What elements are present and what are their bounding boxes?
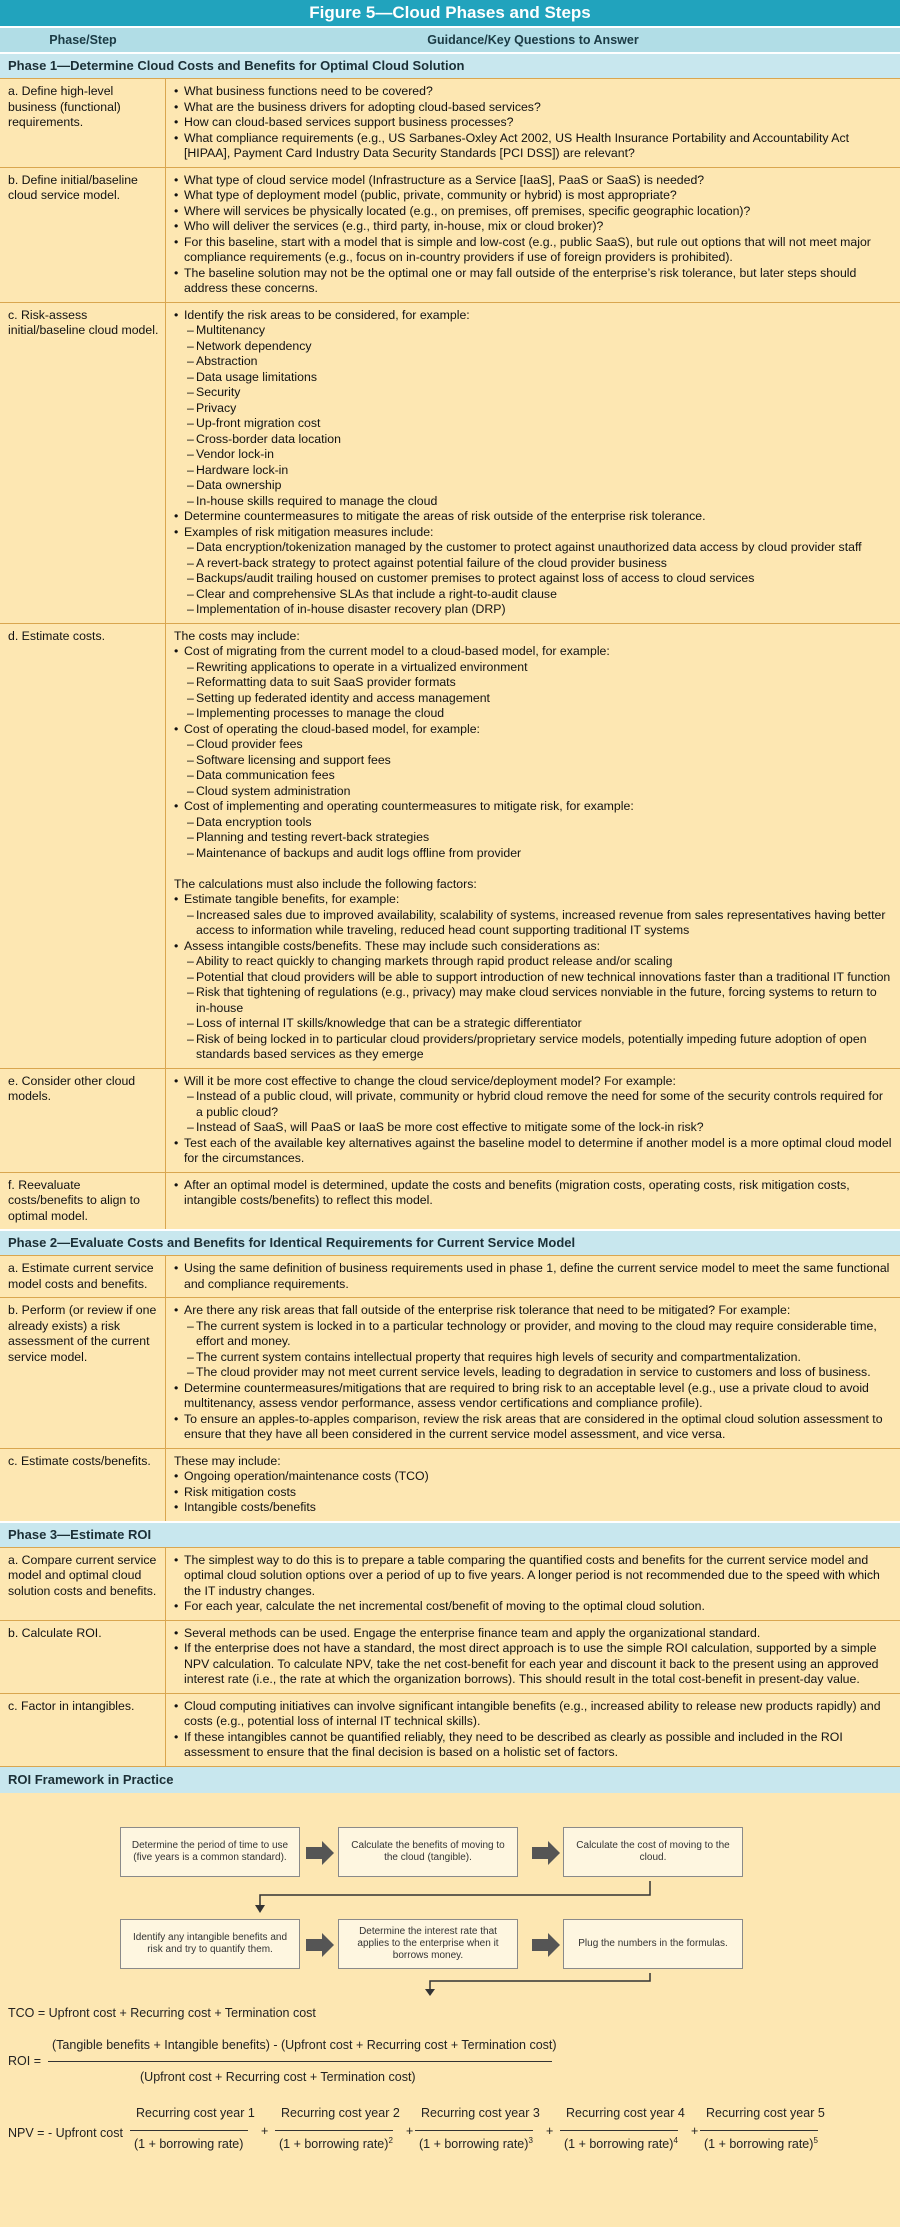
sub-bullet-item: – Rewriting applications to operate in a virtualized environment <box>174 660 892 676</box>
npv-term-denominator-text: (1 + borrowing rate) <box>419 2136 529 2151</box>
sub-bullet-item: – Planning and testing revert-back strategies <box>174 830 892 846</box>
flow-connector-line <box>260 1881 650 1909</box>
bullet-item: • If the enterprise does not have a standard, the most direct approach is to use the simple ROI calculation, supported by a simple NPV calculation. To calculate NPV, take the net cost-benefit for each year and discount it back to the present using an approved interest rate (i.e., the rate at which the organization borrows). This should result in the total cost-benefit in present-day value. <box>174 1641 892 1688</box>
bullet-item: • Who will deliver the services (e.g., third party, in-house, mix or cloud broker)? <box>174 219 892 235</box>
bullet-item: • What are the business drivers for adopting cloud-based services? <box>174 100 892 116</box>
sub-bullet-item: – Instead of a public cloud, will private, community or hybrid cloud remove the need for some of the security controls required for a public cloud? <box>174 1089 892 1120</box>
npv-term-exponent: 3 <box>528 2135 533 2145</box>
guidance-cell <box>166 1256 900 1297</box>
flow-box-interest-rate: Determine the interest rate that applies to the enterprise when it borrows money. <box>338 1919 518 1969</box>
sub-bullet-item: – Implementing processes to manage the cloud <box>174 706 892 722</box>
bullet-item: • Examples of risk mitigation measures include: <box>174 525 892 541</box>
npv-term-numerator: Recurring cost year 5 <box>706 2105 825 2120</box>
arrow-down-icon <box>255 1905 265 1913</box>
bullet-item: • Cloud computing initiatives can involve significant intangible benefits (e.g., increased ability to release new products rapidly) and costs (e.g., potential loss of internal IT technical skills). <box>174 1699 892 1730</box>
npv-term-denominator <box>279 2136 393 2151</box>
sub-bullet-item: – Abstraction <box>174 354 892 370</box>
roi-fraction-bar <box>48 2061 552 2062</box>
bullet-item: • For each year, calculate the net incremental cost/benefit of moving to the optimal cloud solution. <box>174 1599 892 1615</box>
table-row <box>0 1693 900 1766</box>
npv-term-denominator-text: (1 + borrowing rate) <box>704 2136 814 2151</box>
framework-title: ROI Framework in Practice <box>0 1766 900 1793</box>
sub-bullet-item: – Loss of internal IT skills/knowledge that can be a strategic differentiator <box>174 1016 892 1032</box>
guidance-cell <box>166 1069 900 1172</box>
bullet-item: • Test each of the available key alternatives against the baseline model to determine if another model is a more optimal cloud model for the circumstances. <box>174 1136 892 1167</box>
arrow-right-icon <box>532 1841 560 1865</box>
bullet-item: • Estimate tangible benefits, for example: <box>174 892 892 908</box>
sub-bullet-item: – Data ownership <box>174 478 892 494</box>
step-label: b. Define initial/baseline cloud service model. <box>0 168 166 302</box>
table-row <box>0 1172 900 1230</box>
sub-bullet-item: – The cloud provider may not meet current service levels, leading to degradation in service to customers and loss of business. <box>174 1365 892 1381</box>
sub-bullet-item: – Data usage limitations <box>174 370 892 386</box>
flow-connector-line <box>430 1973 650 1993</box>
sub-bullet-item: – Up-front migration cost <box>174 416 892 432</box>
guidance-cell <box>166 1449 900 1521</box>
sub-bullet-item: – Reformatting data to suit SaaS provider formats <box>174 675 892 691</box>
sub-bullet-item: – Potential that cloud providers will be able to support introduction of new technical innovations faster than a traditional IT function <box>174 970 892 986</box>
table-row <box>0 1297 900 1448</box>
arrow-right-icon <box>306 1933 334 1957</box>
sub-bullet-item: – Maintenance of backups and audit logs offline from provider <box>174 846 892 862</box>
paragraph: The costs may include: <box>174 628 300 643</box>
step-label: c. Risk-assess initial/baseline cloud model. <box>0 303 166 623</box>
sub-bullet-item: – Risk that tightening of regulations (e.g., privacy) may make cloud services nonviable in the future, forcing systems to return to in-house <box>174 985 892 1016</box>
plus-sign: + <box>406 2123 414 2138</box>
bullet-item: • What compliance requirements (e.g., US Sarbanes-Oxley Act 2002, US Health Insurance Portability and Accountability Act [HIPAA], Payment Card Industry Data Security Standards [PCI DSS]) are relevant? <box>174 131 892 162</box>
guidance-cell <box>166 1548 900 1620</box>
npv-term-exponent: 4 <box>673 2135 678 2145</box>
bullet-item: • What business functions need to be covered? <box>174 84 892 100</box>
npv-term-numerator: Recurring cost year 4 <box>566 2105 685 2120</box>
arrow-right-icon <box>306 1841 334 1865</box>
sub-bullet-item: – Privacy <box>174 401 892 417</box>
roi-denominator: (Upfront cost + Recurring cost + Termination cost) <box>140 2069 416 2084</box>
step-label: c. Estimate costs/benefits. <box>0 1449 166 1521</box>
column-header-guidance: Guidance/Key Questions to Answer <box>427 33 639 47</box>
sub-bullet-item: – The current system contains intellectual property that requires high levels of security and compartmentalization. <box>174 1350 892 1366</box>
sub-bullet-item: – Implementation of in-house disaster recovery plan (DRP) <box>174 602 892 618</box>
guidance-cell <box>166 79 900 167</box>
step-label: a. Estimate current service model costs and benefits. <box>0 1256 166 1297</box>
flow-box-intangibles: Identify any intangible benefits and risk and try to quantify them. <box>120 1919 300 1969</box>
step-label: d. Estimate costs. <box>0 624 166 1068</box>
sub-bullet-item: – Data encryption tools <box>174 815 892 831</box>
sub-bullet-item: – Increased sales due to improved availability, scalability of systems, increased revenue from sales representatives having better access to information while traveling, reduced head count supporting traditional IT systems <box>174 908 892 939</box>
bullet-item: • If these intangibles cannot be quantified reliably, they need to be described as clearly as possible and included in the ROI assessment to ensure that the final decision is based on a holistic set of factors. <box>174 1730 892 1761</box>
flow-box-plug-numbers: Plug the numbers in the formulas. <box>563 1919 743 1969</box>
sub-bullet-item: – Backups/audit trailing housed on customer premises to protect against loss of access to cloud services <box>174 571 892 587</box>
sub-bullet-item: – Clear and comprehensive SLAs that include a right-to-audit clause <box>174 587 892 603</box>
bullet-item: • What type of cloud service model (Infrastructure as a Service [IaaS], PaaS or SaaS) is needed? <box>174 173 892 189</box>
step-label: b. Perform (or review if one already exists) a risk assessment of the current service model. <box>0 1298 166 1448</box>
roi-flowchart <box>0 1793 900 1996</box>
flow-box-benefits: Calculate the benefits of moving to the cloud (tangible). <box>338 1827 518 1877</box>
bullet-item: • What type of deployment model (public, private, community or hybrid) is most appropriate? <box>174 188 892 204</box>
bullet-item: • Assess intangible costs/benefits. These may include such considerations as: <box>174 939 892 955</box>
guidance-cell <box>166 168 900 302</box>
plus-sign: + <box>691 2123 699 2138</box>
bullet-item: • Will it be more cost effective to change the cloud service/deployment model? For example: <box>174 1074 892 1090</box>
step-label: a. Define high-level business (functional) requirements. <box>0 79 166 167</box>
sub-bullet-item: – Cloud provider fees <box>174 737 892 753</box>
bullet-item: • Cost of operating the cloud-based model, for example: <box>174 722 892 738</box>
bullet-item: • How can cloud-based services support business processes? <box>174 115 892 131</box>
npv-label: NPV = - Upfront cost <box>8 2125 123 2140</box>
guidance-cell <box>166 1298 900 1448</box>
step-label: b. Calculate ROI. <box>0 1621 166 1693</box>
step-label: f. Reevaluate costs/benefits to align to optimal model. <box>0 1173 166 1230</box>
npv-term-numerator: Recurring cost year 1 <box>136 2105 255 2120</box>
npv-term-numerator: Recurring cost year 3 <box>421 2105 540 2120</box>
paragraph: The calculations must also include the following factors: <box>174 876 477 891</box>
table-row <box>0 1448 900 1521</box>
phase-title: Phase 2—Evaluate Costs and Benefits for Identical Requirements for Current Service Model <box>0 1229 900 1255</box>
sub-bullet-item: – The current system is locked in to a particular technology or provider, and moving to the cloud may require considerable time, effort and money. <box>174 1319 892 1350</box>
sub-bullet-item: – Setting up federated identity and access management <box>174 691 892 707</box>
tco-formula: TCO = Upfront cost + Recurring cost + Termination cost <box>8 2005 316 2020</box>
flow-box-period: Determine the period of time to use (five years is a common standard). <box>120 1827 300 1877</box>
table-row <box>0 623 900 1068</box>
paragraph: These may include: <box>174 1453 281 1468</box>
npv-term-denominator <box>564 2136 678 2151</box>
bullet-item: • Risk mitigation costs <box>174 1485 892 1501</box>
roi-label: ROI = <box>8 2053 41 2068</box>
sub-bullet-item: – Vendor lock-in <box>174 447 892 463</box>
bullet-item: • Using the same definition of business requirements used in phase 1, define the current service model to meet the same functional and compliance requirements. <box>174 1261 892 1292</box>
bullet-item: • Several methods can be used. Engage the enterprise finance team and apply the organizational standard. <box>174 1626 892 1642</box>
bullet-item: • For this baseline, start with a model that is simple and low-cost (e.g., public SaaS), but rule out options that will not meet major compliance requirements (e.g., focus on in-country providers if use of foreign providers is prohibited). <box>174 235 892 266</box>
npv-term-denominator-text: (1 + borrowing rate) <box>134 2136 244 2151</box>
table-row <box>0 302 900 623</box>
spacer <box>174 861 892 877</box>
bullet-item: • Determine countermeasures/mitigations that are required to bring risk to an acceptable level (e.g., use a private cloud to avoid multitenancy, assess vendor performance, assess vendor certifications and compliance profile). <box>174 1381 892 1412</box>
bullet-item: • To ensure an apples-to-apples comparison, review the risk areas that are considered in the optimal cloud solution assessment to ensure that they have all been considered in the current service model assessment, and vice versa. <box>174 1412 892 1443</box>
sub-bullet-item: – Hardware lock-in <box>174 463 892 479</box>
npv-term-denominator-text: (1 + borrowing rate) <box>279 2136 389 2151</box>
sub-bullet-item: – In-house skills required to manage the cloud <box>174 494 892 510</box>
npv-term-fraction-bar <box>275 2130 393 2131</box>
bullet-item: • After an optimal model is determined, update the costs and benefits (migration costs, operating costs, risk mitigation costs, intangible costs/benefits) to reflect this model. <box>174 1178 892 1209</box>
bullet-item: • Determine countermeasures to mitigate the areas of risk outside of the enterprise risk tolerance. <box>174 509 892 525</box>
bullet-item: • The simplest way to do this is to prepare a table comparing the quantified costs and benefits for the current service model and optimal cloud solution options over a period of up to five years. A longer period is not recommended due to the speed with which the IT industry changes. <box>174 1553 892 1600</box>
bullet-item: • The baseline solution may not be the optimal one or may fall outside of the enterprise’s risk tolerance, but later steps should address these concerns. <box>174 266 892 297</box>
step-label: e. Consider other cloud models. <box>0 1069 166 1172</box>
npv-term-denominator-text: (1 + borrowing rate) <box>564 2136 674 2151</box>
phase-title: Phase 1—Determine Cloud Costs and Benefits for Optimal Cloud Solution <box>0 52 900 78</box>
column-header-row <box>0 26 900 52</box>
table-row <box>0 1620 900 1693</box>
guidance-cell <box>166 624 900 1068</box>
arrow-right-icon <box>532 1933 560 1957</box>
step-label: a. Compare current service model and optimal cloud solution costs and benefits. <box>0 1548 166 1620</box>
step-label: c. Factor in intangibles. <box>0 1694 166 1766</box>
bullet-item: • Intangible costs/benefits <box>174 1500 892 1516</box>
npv-term-exponent: 2 <box>388 2135 393 2145</box>
flow-box-cost: Calculate the cost of moving to the cloud. <box>563 1827 743 1877</box>
npv-term-exponent: 5 <box>813 2135 818 2145</box>
guidance-cell <box>166 1621 900 1693</box>
sub-bullet-item: – Data communication fees <box>174 768 892 784</box>
table-row <box>0 78 900 167</box>
phases-table <box>0 52 900 1766</box>
guidance-cell <box>166 303 900 623</box>
npv-term-fraction-bar <box>700 2130 818 2131</box>
arrow-down-icon <box>425 1989 435 1996</box>
npv-term-fraction-bar <box>560 2130 678 2131</box>
plus-sign: + <box>546 2123 554 2138</box>
sub-bullet-item: – Data encryption/tokenization managed by the customer to protect against unauthorized data access by cloud provider staff <box>174 540 892 556</box>
npv-term-fraction-bar <box>415 2130 533 2131</box>
table-row <box>0 1068 900 1172</box>
table-row <box>0 1547 900 1620</box>
bullet-item: • Identify the risk areas to be considered, for example: <box>174 308 892 324</box>
npv-term-denominator <box>704 2136 818 2151</box>
npv-term-fraction-bar <box>130 2130 248 2131</box>
sub-bullet-item: – Security <box>174 385 892 401</box>
guidance-cell <box>166 1694 900 1766</box>
sub-bullet-item: – Cross-border data location <box>174 432 892 448</box>
sub-bullet-item: – Instead of SaaS, will PaaS or IaaS be more cost effective to mitigate some of the lock-in risk? <box>174 1120 892 1136</box>
roi-numerator: (Tangible benefits + Intangible benefits) - (Upfront cost + Recurring cost + Termination cost) <box>52 2037 557 2052</box>
table-row <box>0 1255 900 1297</box>
guidance-cell <box>166 1173 900 1230</box>
bullet-item: • Ongoing operation/maintenance costs (TCO) <box>174 1469 892 1485</box>
sub-bullet-item: – Risk of being locked in to particular cloud providers/proprietary service models, potentially impeding future adoption of open standards based services as they emerge <box>174 1032 892 1063</box>
npv-term-denominator <box>134 2136 243 2151</box>
npv-term-denominator <box>419 2136 533 2151</box>
sub-bullet-item: – Network dependency <box>174 339 892 355</box>
column-header-step: Phase/Step <box>49 33 117 47</box>
sub-bullet-item: – Ability to react quickly to changing markets through rapid product release and/or scaling <box>174 954 892 970</box>
sub-bullet-item: – Cloud system administration <box>174 784 892 800</box>
bullet-item: • Cost of migrating from the current model to a cloud-based model, for example: <box>174 644 892 660</box>
npv-term-numerator: Recurring cost year 2 <box>281 2105 400 2120</box>
sub-bullet-item: – Multitenancy <box>174 323 892 339</box>
roi-formulas <box>0 1996 900 2212</box>
bullet-item: • Where will services be physically located (e.g., on premises, off premises, specific geographic location)? <box>174 204 892 220</box>
bullet-item: • Are there any risk areas that fall outside of the enterprise risk tolerance that need to be mitigated? For example: <box>174 1303 892 1319</box>
plus-sign: + <box>261 2123 269 2138</box>
sub-bullet-item: – A revert-back strategy to protect against potential failure of the cloud provider business <box>174 556 892 572</box>
figure-title: Figure 5—Cloud Phases and Steps <box>0 0 900 26</box>
sub-bullet-item: – Software licensing and support fees <box>174 753 892 769</box>
bullet-item: • Cost of implementing and operating countermeasures to mitigate risk, for example: <box>174 799 892 815</box>
table-row <box>0 167 900 302</box>
phase-title: Phase 3—Estimate ROI <box>0 1521 900 1547</box>
